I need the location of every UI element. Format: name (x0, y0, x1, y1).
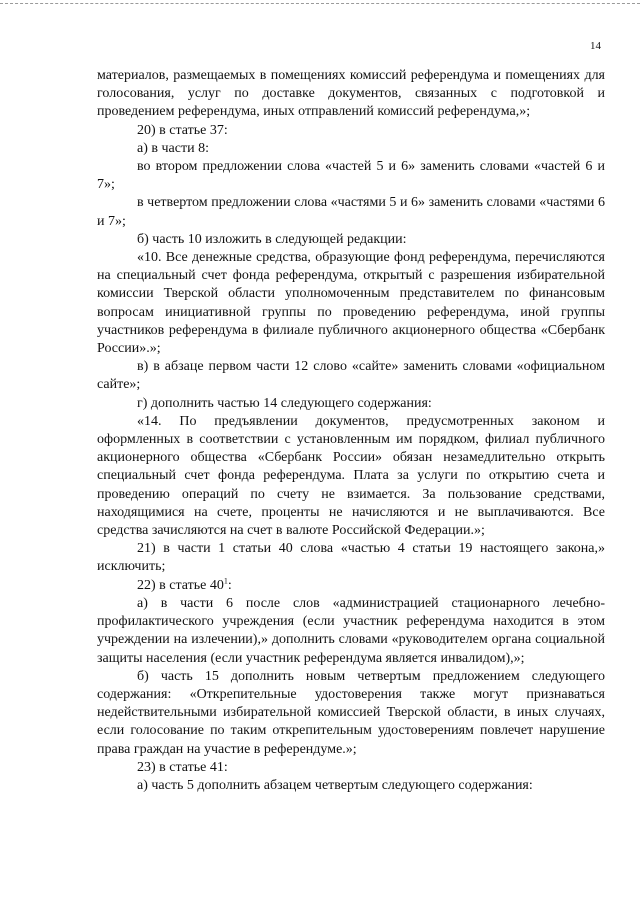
paragraph: 21) в части 1 статьи 40 слова «частью 4 статьи 19 настоящего закона,» исключить; (97, 541, 605, 575)
paragraph: 20) в статье 37: (137, 122, 228, 138)
superscript: 1 (223, 576, 228, 586)
document-body (97, 67, 605, 795)
paragraph: а) часть 5 дополнить абзацем четвертым следующего содержания: (137, 777, 533, 793)
paragraph: 23) в статье 41: (137, 759, 228, 775)
page-number: 14 (590, 40, 601, 52)
paragraph-with-superscript (97, 577, 605, 595)
paragraph: а) в части 6 после слов «администрацией стационарного лечебно-профилактического учреждения (если участник референдума находится в этом учреждении на излечении),» дополнить словами «руководителем органа социальной защиты населения (если участник референдума является инвалидом),»; (97, 595, 605, 666)
paragraph: в четвертом предложении слова «частями 5 и 6» заменить словами «частями 6 и 7»; (97, 195, 605, 229)
paragraph: а) в части 8: (137, 140, 209, 156)
paragraph: «10. Все денежные средства, образующие фонд референдума, перечисляются на специальный счет фонда референдума, открытый с разрешения избирательной комиссии Тверской области уполномоченным представителем по финансовым вопросам инициативной группы по проведению референдума, иной группы участников референдума в филиале публичного акционерного общества «Сбербанк России».»; (97, 250, 605, 357)
paragraph: «14. По предъявлении документов, предусмотренных законом и оформленных в соответствии с установленным им порядком, филиал публичного акционерного общества «Сбербанк России» обязан незамедлительно открыть специальный счет фонда референдума. Плата за услуги по открытию счета и проведению операций по счету не взимается. За пользование средствами, находящимися на счете, проценты не начисляются и не выплачиваются. Все средства зачисляются на счет в валюте Российской Федерации.»; (97, 413, 605, 539)
paragraph: б) часть 15 дополнить новым четвертым предложением следующего содержания: «Открепительные удостоверения также могут признаваться недействительными избирательной комиссией Тверской области, в иных случаях, если голосование по таким открепительным удостоверениям повлечет нарушение права граждан на участие в референдуме.»; (97, 668, 605, 757)
paragraph-tail: : (227, 577, 232, 593)
top-dashed-border (0, 3, 640, 4)
paragraph-text: 22) в статье 40 (137, 577, 224, 593)
paragraph: во втором предложении слова «частей 5 и 6» заменить словами «частей 6 и 7»; (97, 159, 605, 193)
paragraph: в) в абзаце первом части 12 слово «сайте» заменить словами «официальном сайте»; (97, 359, 605, 393)
paragraph: г) дополнить частью 14 следующего содержания: (137, 395, 432, 411)
paragraph: б) часть 10 изложить в следующей редакции: (137, 231, 407, 247)
paragraph: материалов, размещаемых в помещениях комиссий референдума и помещениях для голосования, услуг по доставке документов, связанных с подготовкой и проведением референдума, иных отправлений комиссий референдума,»; (97, 68, 605, 120)
